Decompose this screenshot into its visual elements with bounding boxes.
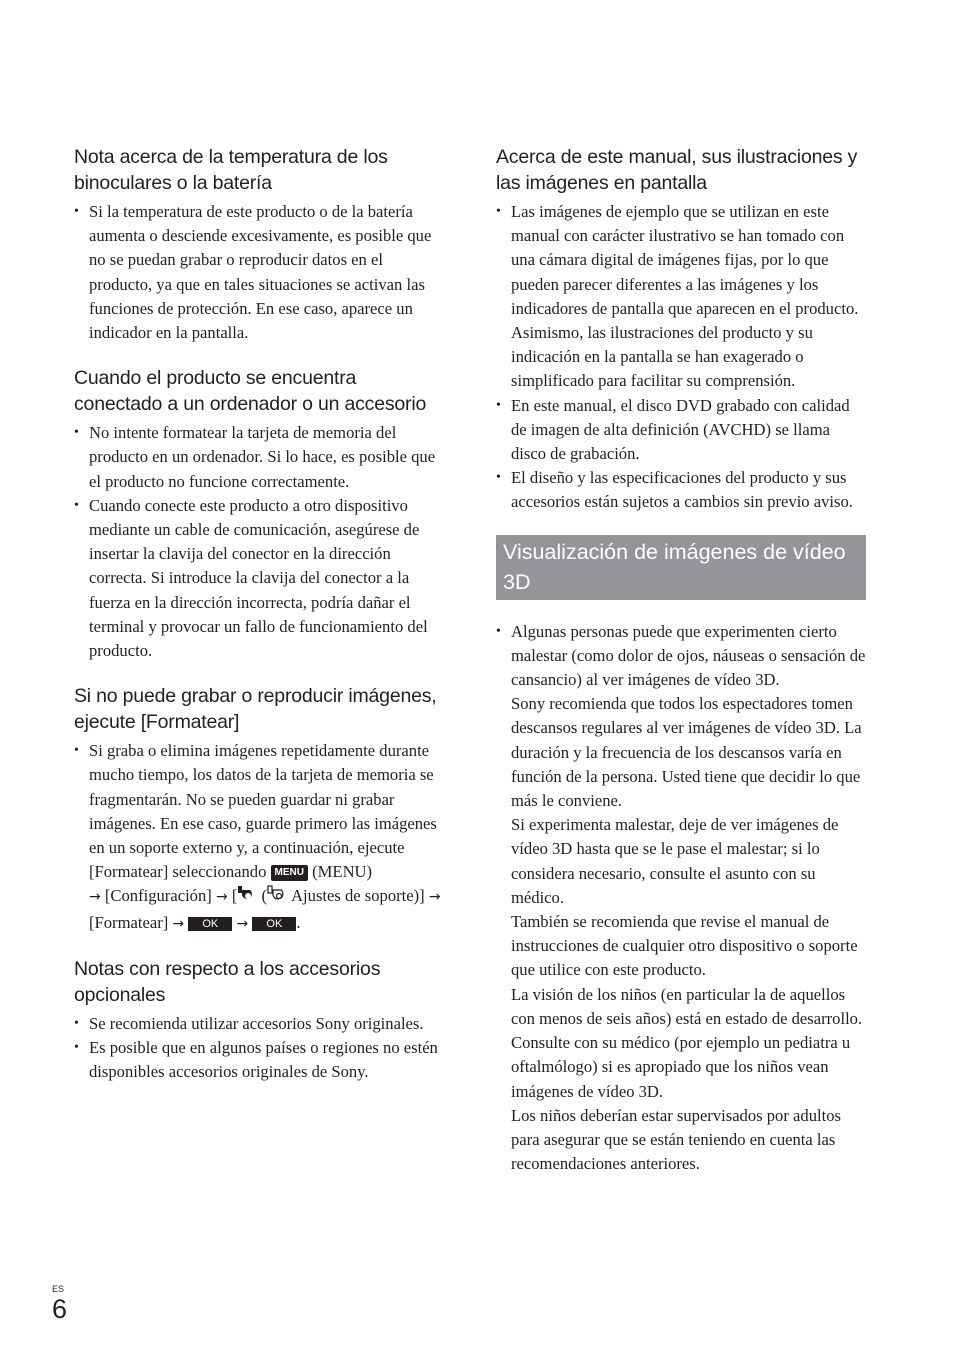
- ok-button-icon: OK: [188, 917, 232, 931]
- heading-manual: Acerca de este manual, sus ilustraciones y las imágenes en pantalla: [496, 146, 858, 194]
- list-item: • No intente formatear la tarjeta de memoria del producto en un ordenador. Si lo hace, es posible que el producto no funcione correctamente.: [74, 421, 446, 494]
- section-temperature: [74, 144, 446, 345]
- list-computer-connection: [74, 421, 446, 663]
- page-footer: [52, 1283, 67, 1323]
- list-item: [74, 739, 446, 936]
- paragraph: • Algunas personas puede que experimenten cierto malestar (como dolor de ojos, náuseas o sensación de cansancio) al ver imágenes de vídeo 3D.: [511, 621, 866, 690]
- list-format: [74, 739, 446, 936]
- config-label: [Configuración]: [104, 886, 212, 906]
- heading-accessories: Notas con respecto a los accesorios opcionales: [74, 957, 381, 1006]
- menu-label: (MENU): [312, 862, 373, 882]
- section-computer-connection: [74, 365, 446, 663]
- formatear-label: [Formatear]: [89, 912, 169, 932]
- arrow-right-icon: →: [89, 889, 101, 906]
- arrow-right-icon: →: [172, 915, 185, 932]
- list-item: [496, 620, 866, 1177]
- section-accessories: [74, 956, 446, 1085]
- media-settings-icon: [237, 885, 257, 910]
- arrow-right-icon: →: [428, 889, 441, 906]
- right-column: [496, 144, 866, 1176]
- ok-button-icon: OK: [252, 917, 296, 931]
- sentence-end: .: [296, 912, 301, 932]
- list-3d-viewing: [496, 620, 866, 1177]
- list-temperature: [74, 200, 446, 345]
- left-column: [74, 144, 446, 1104]
- paragraph: Sony recomienda que todos los espectadores tomen descansos regulares al ver imágenes de vídeo 3D. La duración y la frecuencia de los descansos varía en función de la persona. Usted tiene que decidir lo que más le conviene.: [511, 694, 862, 811]
- list-item: • En este manual, el disco DVD grabado con calidad de imagen de alta definición (AVCHD) se llama disco de grabación.: [496, 394, 866, 467]
- paragraph: Los niños deberían estar supervisados por adultos para asegurar que se están teniendo en cuenta las recomendaciones anteriores.: [511, 1105, 841, 1174]
- list-item: • Las imágenes de ejemplo que se utilizan en este manual con carácter ilustrativo se han tomado con una cámara digital de imágenes fijas, por lo que pueden parecer diferentes a las imágenes y los indicadores de pantalla que aparecen en el producto. Asimismo, las ilustraciones del producto y su indicación en la pantalla se han exagerado o simplificado para facilitar su comprensión.: [496, 200, 866, 394]
- heading-temperature: Nota acerca de la temperatura de los binoculares o la batería: [74, 146, 388, 194]
- heading-format: Si no puede grabar o reproducir imágenes, ejecute [Formatear]: [74, 685, 437, 734]
- paren-open: (: [261, 886, 268, 906]
- list-item: • Se recomienda utilizar accesorios Sony originales.: [74, 1012, 446, 1036]
- banner-3d-viewing: Visualización de imágenes de vídeo 3D: [496, 535, 866, 600]
- list-item: • Cuando conecte este producto a otro dispositivo mediante un cable de comunicación, asegúrese de insertar la clavija del conector en la dirección correcta. Si introduce la clavija del conector a la fuerza en la dirección incorrecta, podría dañar el terminal y provocar un fallo de funcionamiento del producto.: [74, 494, 446, 663]
- list-item: • Es posible que en algunos países o regiones no estén disponibles accesorios originales de Sony.: [74, 1036, 446, 1084]
- section-format: [74, 683, 446, 936]
- menu-key-icon: MENU: [271, 865, 308, 881]
- paragraph: La visión de los niños (en particular la de aquellos con menos de seis años) está en estado de desarrollo. Consulte con su médico (por ejemplo un pediatra u oftalmólogo) si es apropiado que los niños vean imágenes de vídeo 3D.: [511, 984, 863, 1101]
- ajustes-label: Ajustes de soporte)]: [291, 886, 425, 906]
- paragraph: Si experimenta malestar, deje de ver imágenes de vídeo 3D hasta que se le pase el malestar; si lo considera necesario, consulte el asunto con su médico.: [511, 815, 839, 907]
- paragraph: También se recomienda que revise el manual de instrucciones de cualquier otro dispositivo o soporte que utilice con este producto.: [511, 912, 858, 980]
- list-accessories: [74, 1012, 446, 1085]
- bracket-open: [: [231, 886, 238, 906]
- arrow-right-icon: →: [215, 889, 228, 906]
- section-manual: [496, 144, 866, 515]
- media-settings-outline-icon: [267, 885, 291, 910]
- list-item: • El diseño y las especificaciones del producto y sus accesorios están sujetos a cambios sin previo aviso.: [496, 466, 866, 514]
- heading-computer-connection: Cuando el producto se encuentra conectado a un ordenador o un accesorio: [74, 367, 427, 416]
- language-code: ES: [52, 1284, 65, 1294]
- format-text: Si graba o elimina imágenes repetidamente durante mucho tiempo, los datos de la tarjeta de memoria se fragmentarán. No se pueden guardar ni grabar imágenes. En ese caso, guarde primero las imágenes en un soporte externo y, a continuación, ejecute [Formatear] seleccionando: [89, 741, 437, 882]
- arrow-right-icon: →: [236, 915, 249, 932]
- list-item: • Si la temperatura de este producto o de la batería aumenta o desciende excesivamente, es posible que no se puedan grabar o reproducir datos en el producto, ya que en tales situaciones se activan las funciones de protección. En ese caso, aparece un indicador en la pantalla.: [74, 200, 446, 345]
- list-manual: [496, 200, 866, 515]
- page-number: 6: [52, 1294, 68, 1324]
